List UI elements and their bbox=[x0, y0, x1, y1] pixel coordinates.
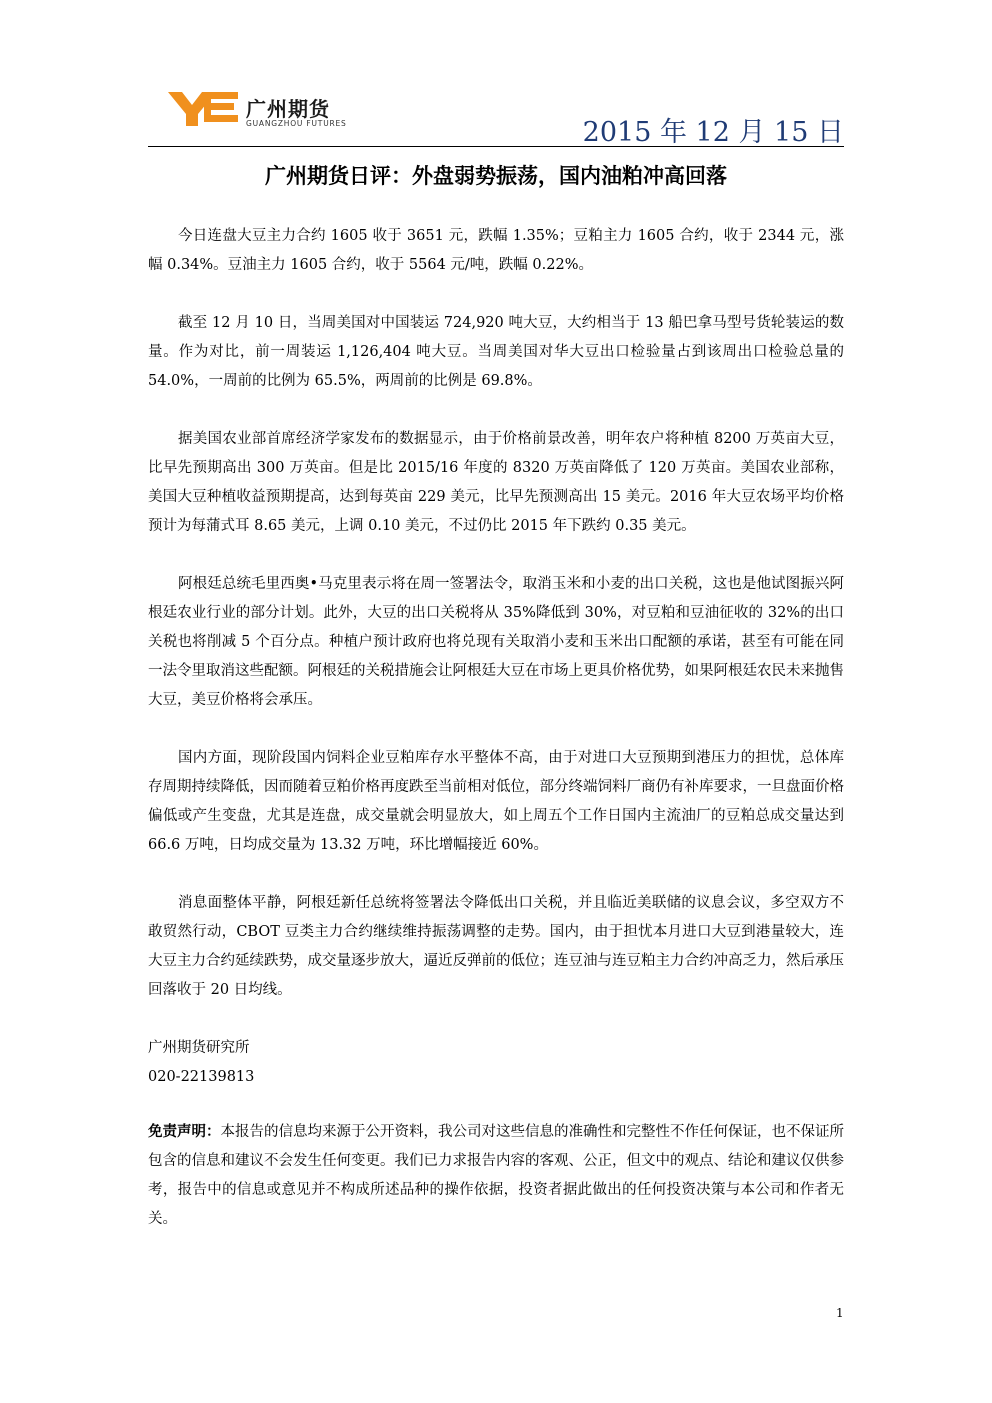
paragraph-argentina-tariffs: 阿根廷总统毛里西奥•马克里表示将在周一签署法令，取消玉米和小麦的出口关税，这也是他试图振兴阿根廷农业行业的部分计划。此外，大豆的出口关税将从 35%降低到 30%，对豆粕和豆油征收的 32%的出口关税也将削减 5 个百分点。种植户预计政府也将兑现有关取消小麦和玉米出口配额的承诺，甚至有可能在同一法令里取消这些配额。阿根廷的关税措施会让阿根廷大豆在市场上更具价格优势，如果阿根廷农民未来抛售大豆，美豆价格将会承压。 bbox=[148, 576, 844, 708]
institute-name: 广州期货研究所 bbox=[148, 1040, 250, 1056]
company-logo bbox=[166, 86, 366, 128]
contact-phone: 020-22139813 bbox=[148, 1069, 255, 1085]
disclaimer-label: 免责声明： bbox=[148, 1123, 221, 1140]
logo-name-cn: 广州期货 bbox=[246, 97, 330, 121]
report-title: 广州期货日评：外盘弱势振荡，国内油粕冲高回落 bbox=[265, 164, 727, 188]
paragraph-outlook: 消息面整体平静，阿根廷新任总统将签署法令降低出口关税，并且临近美联储的议息会议，多空双方不敢贸然行动，CBOT 豆类主力合约继续维持振荡调整的走势。国内，由于担忧本月进口大豆到港量较大，连大豆主力合约延续跌势，成交量逐步放大，逼近反弹前的低位；连豆油与连豆粕主力合约冲高乏力，然后承压回落收于 20 日均线。 bbox=[148, 895, 844, 998]
disclaimer bbox=[148, 1117, 844, 1234]
contact-block bbox=[148, 1034, 844, 1092]
report-header bbox=[148, 82, 844, 146]
paragraph-usda-forecast: 据美国农业部首席经济学家发布的数据显示，由于价格前景改善，明年农户将种植 8200 万英亩大豆，比早先预期高出 300 万英亩。但是比 2015/16 年度的 8320 万英亩降低了 120 万英亩。美国农业部称，美国大豆种植收益预期提高，达到每英亩 229 美元，比早先预测高出 15 美元。2016 年大豆农场平均价格预计为每蒲式耳 8.65 美元，上调 0.10 美元，不过仍比 2015 年下跌约 0.35 美元。 bbox=[148, 431, 844, 534]
paragraph-us-shipments: 截至 12 月 10 日，当周美国对中国装运 724,920 吨大豆，大约相当于 13 船巴拿马型号货轮装运的数量。作为对比，前一周装运 1,126,404 吨大豆。当周美国对华大豆出口检验量占到该周出口检验总量的 54.0%，一周前的比例为 65.5%，两周前的比例是 69.8%。 bbox=[148, 315, 844, 389]
logo-name-en: GUANGZHOU FUTURES bbox=[246, 119, 347, 128]
header-divider bbox=[148, 146, 844, 147]
paragraph-domestic-market: 国内方面，现阶段国内饲料企业豆粕库存水平整体不高，由于对进口大豆预期到港压力的担忧，总体库存周期持续降低，因而随着豆粕价格再度跌至当前相对低位，部分终端饲料厂商仍有补库要求，一旦盘面价格偏低或产生变盘，尤其是连盘，成交量就会明显放大，如上周五个工作日国内主流油厂的豆粕总成交量达到 66.6 万吨，日均成交量为 13.32 万吨，环比增幅接近 60%。 bbox=[148, 750, 844, 853]
disclaimer-text: 本报告的信息均来源于公开资料，我公司对这些信息的准确性和完整性不作任何保证，也不保证所包含的信息和建议不会发生任何变更。我们已力求报告内容的客观、公正，但文中的观点、结论和建议仅供参考，报告中的信息或意见并不构成所述品种的操作依据，投资者据此做出的任何投资决策与本公司和作者无关。 bbox=[148, 1124, 844, 1227]
page-number: 1 bbox=[836, 1306, 844, 1320]
ye-logo-icon bbox=[166, 86, 242, 128]
report-date: 2015 年 12 月 15 日 bbox=[582, 117, 844, 148]
paragraph-market-summary: 今日连盘大豆主力合约 1605 收于 3651 元，跌幅 1.35%；豆粕主力 1605 合约，收于 2344 元，涨幅 0.34%。豆油主力 1605 合约，收于 5564 元/吨，跌幅 0.22%。 bbox=[148, 228, 844, 273]
report-body bbox=[148, 222, 844, 1234]
